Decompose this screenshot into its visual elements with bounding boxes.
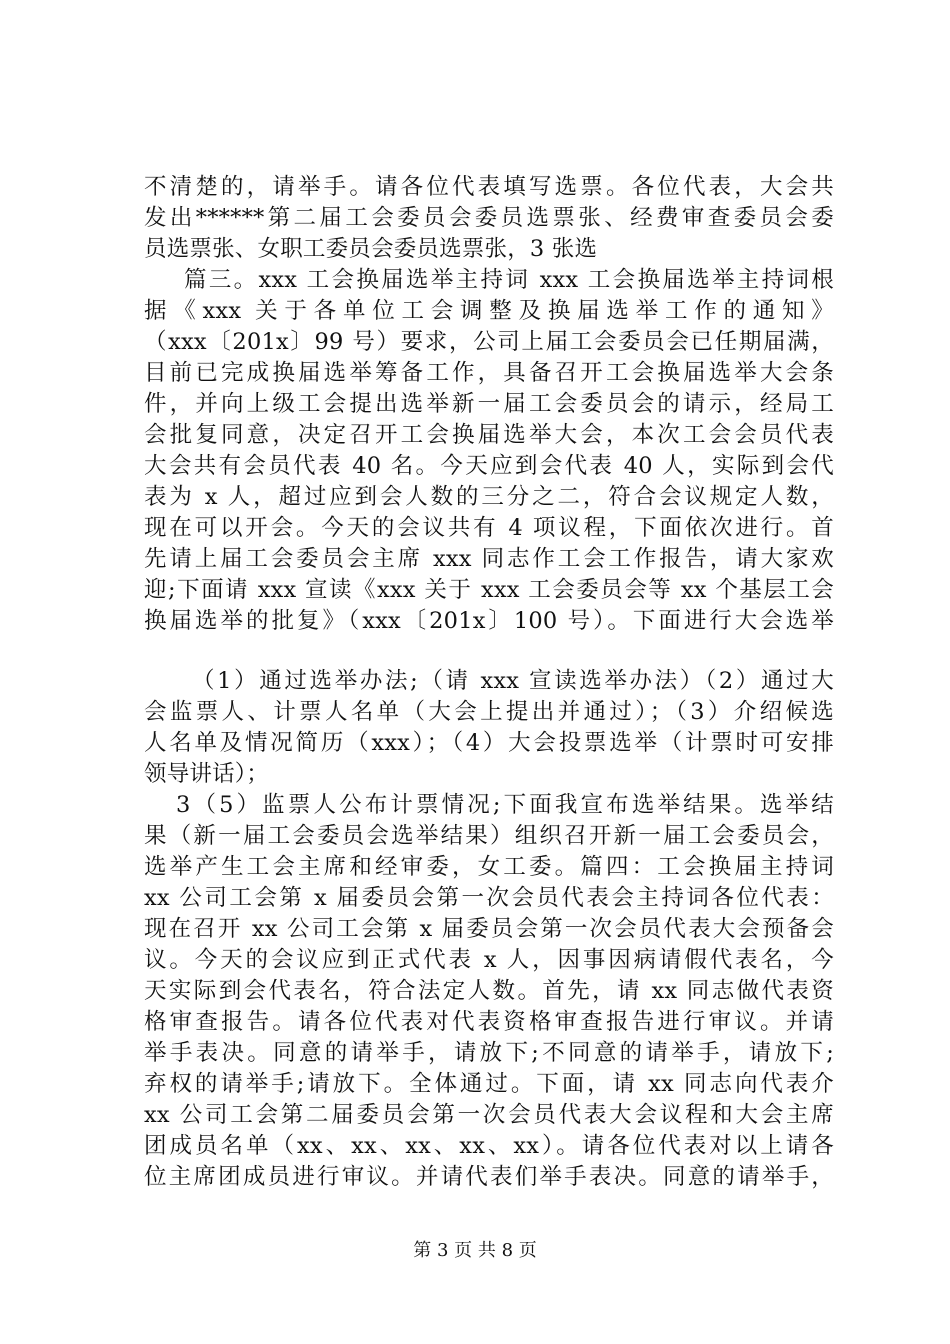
text-line: 现在可以开会。今天的会议共有 4 项议程，下面依次进行。首 xyxy=(144,515,834,541)
text-line: 现在召开 xx 公司工会第 x 届委员会第一次会员代表大会预备会 xyxy=(144,916,834,942)
page-number-footer: 第 3 页 共 8 页 xyxy=(413,1240,537,1261)
text-line: （xxx〔201x〕99 号）要求，公司上届工会委员会已任期届满， xyxy=(144,329,834,355)
text-line: 发出******第二届工会委员会委员选票张、经费审查委员会委 xyxy=(144,205,834,231)
text-line: 果（新一届工会委员会选举结果）组织召开新一届工会委员会， xyxy=(144,823,834,849)
text-line: 件，并向上级工会提出选举新一届工会委员会的请示，经局工 xyxy=(144,391,834,417)
text-line: 大会共有会员代表 40 名。今天应到会代表 40 人，实际到会代 xyxy=(144,453,834,479)
text-line: 举手表决。同意的请举手，请放下;不同意的请举手，请放下; xyxy=(144,1040,834,1066)
text-line: 选举产生工会主席和经审委，女工委。篇四：工会换届主持词 xyxy=(144,854,834,880)
text-line: 议。今天的会议应到正式代表 x 人，因事因病请假代表名，今 xyxy=(144,947,834,973)
text-line: 位主席团成员进行审议。并请代表们举手表决。同意的请举手， xyxy=(144,1164,834,1190)
text-line: 领导讲话）； xyxy=(144,761,269,787)
text-line: 表为 x 人，超过应到会人数的三分之二，符合会议规定人数， xyxy=(144,484,834,510)
text-line: xx 公司工会第二届委员会第一次会员代表大会议程和大会主席 xyxy=(144,1102,834,1128)
text-line: 目前已完成换届选举筹备工作，具备召开工会换届选举大会条 xyxy=(144,360,834,386)
text-line: xx 公司工会第 x 届委员会第一次会员代表会主持词各位代表： xyxy=(144,885,834,911)
text-line: 先请上届工会委员会主席 xxx 同志作工会工作报告，请大家欢 xyxy=(144,546,834,572)
text-line: 会监票人、计票人名单（大会上提出并通过）；（3）介绍候选 xyxy=(144,699,834,725)
paragraph-start-line: （1）通过选举办法;（请 xxx 宣读选举办法）（2）通过大 xyxy=(192,668,834,694)
text-line: 换届选举的批复》（xxx〔201x〕100 号）。下面进行大会选举 xyxy=(144,608,834,634)
body-text-block-2 xyxy=(144,666,834,1193)
text-line: 迎;下面请 xxx 宣读《xxx 关于 xxx 工会委员会等 xx 个基层工会 xyxy=(144,577,834,603)
text-line: 据《xxx 关于各单位工会调整及换届选举工作的通知》 xyxy=(144,298,834,324)
text-line: 团成员名单（xx、xx、xx、xx、xx）。请各位代表对以上请各 xyxy=(144,1133,834,1159)
paragraph-start-line: 3（5）监票人公布计票情况;下面我宣布选举结果。选举结 xyxy=(176,792,834,818)
text-line: 天实际到会代表名，符合法定人数。首先，请 xx 同志做代表资 xyxy=(144,978,834,1004)
body-text-block-1 xyxy=(144,172,834,637)
text-line: 不清楚的，请举手。请各位代表填写选票。各位代表，大会共 xyxy=(144,174,834,200)
paragraph-start-line: 篇三。xxx 工会换届选举主持词 xxx 工会换届选举主持词根 xyxy=(184,267,834,293)
text-line: 人名单及情况简历（xxx）；（4）大会投票选举（计票时可安排 xyxy=(144,730,834,756)
text-line: 格审查报告。请各位代表对代表资格审查报告进行审议。并请 xyxy=(144,1009,834,1035)
text-line: 会批复同意，决定召开工会换届选举大会，本次工会会员代表 xyxy=(144,422,834,448)
text-line: 弃权的请举手;请放下。全体通过。下面，请 xx 同志向代表介 xyxy=(144,1071,834,1097)
text-line: 员选票张、女职工委员会委员选票张，3 张选 xyxy=(144,236,598,262)
